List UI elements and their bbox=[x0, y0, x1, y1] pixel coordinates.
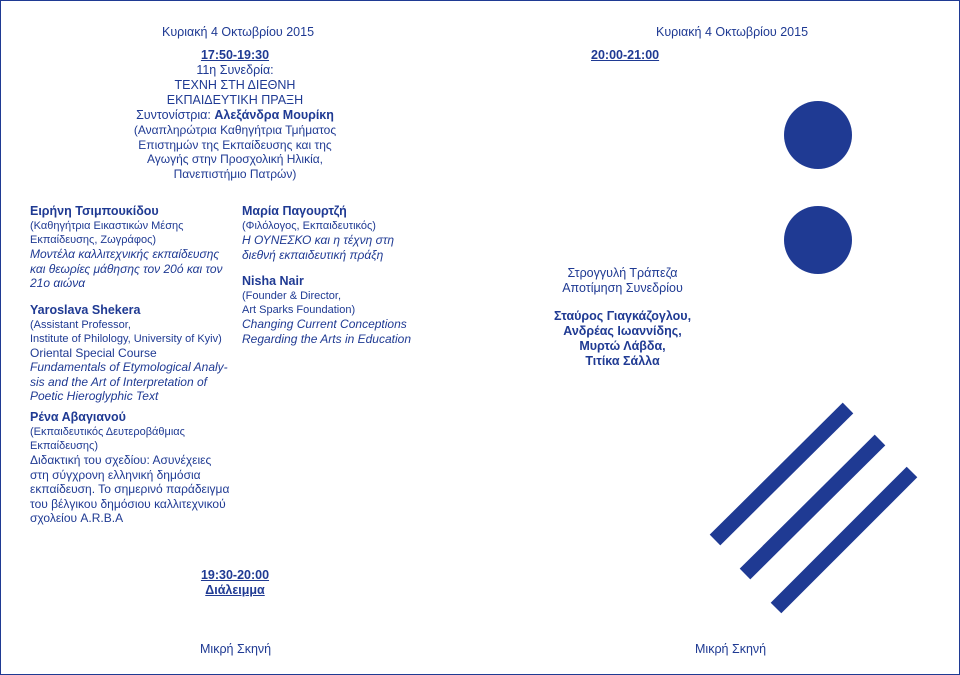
chair-role-line: Αγωγής στην Προσχολική Ηλικία, bbox=[146, 152, 324, 166]
talk-title: Regarding the Arts in Education bbox=[242, 331, 411, 346]
break-time: 19:30-20:00 bbox=[200, 568, 270, 582]
talk-title: και θεωρίες μάθησης τον 20ό και τον bbox=[30, 261, 223, 276]
talk-title: του βέλγικου δημόσιου καλλιτεχνικού bbox=[30, 496, 226, 511]
chair-prefix: Συντονίστρια: bbox=[136, 108, 215, 122]
speaker-role: (Φιλόλογος, Εκπαιδευτικός) bbox=[242, 220, 376, 232]
session-title-line1: ΤΕΧΝΗ ΣΤΗ ΔΙΕΘΝΗ bbox=[174, 78, 296, 92]
speaker-name: Ειρήνη Τσιμπουκίδου bbox=[30, 204, 159, 218]
talk-title: σχολείου A.R.B.A bbox=[30, 511, 124, 525]
speaker-role: Art Sparks Foundation) bbox=[242, 304, 356, 316]
right-time: 20:00-21:00 bbox=[591, 48, 660, 62]
chair-role-line: Πανεπιστήμιο Πατρών) bbox=[173, 166, 297, 181]
speaker-role: (Assistant Professor, bbox=[30, 318, 131, 331]
talk-title: Μοντέλα καλλιτεχνικής εκπαίδευσης bbox=[30, 247, 220, 261]
decor-stripe bbox=[745, 440, 880, 574]
decor-stripe bbox=[715, 408, 848, 540]
round-table-title: Αποτίμηση Συνεδρίου bbox=[562, 281, 683, 295]
talk-title: Fundamentals of Etymological Analy- bbox=[30, 360, 228, 374]
speaker-role: (Founder & Director, bbox=[242, 290, 342, 302]
session-title-line2: ΕΚΠΑΙΔΕΥΤΙΚΗ ΠΡΑΞΗ bbox=[166, 93, 304, 107]
round-table-name: Ανδρέας Ιωαννίδης, bbox=[563, 324, 682, 338]
speaker-name: Ρένα Αβαγιανού bbox=[30, 410, 126, 424]
talk-title: Διδακτική του σχεδίου: Ασυνέχειες bbox=[30, 453, 212, 467]
speaker-name: Μαρία Παγουρτζή bbox=[242, 204, 347, 218]
chair-name: Αλεξάνδρα Μουρίκη bbox=[214, 108, 334, 122]
talk-title: εκπαίδευση. Το σημερινό παράδειγμα bbox=[30, 482, 230, 496]
session-name: 11η Συνεδρία: bbox=[196, 63, 274, 77]
speaker-name: Nisha Nair bbox=[242, 274, 304, 288]
decor-stripe bbox=[776, 472, 912, 608]
date-right: Κυριακή 4 Οκτωβρίου 2015 bbox=[656, 25, 809, 39]
stage-right: Μικρή Σκηνή bbox=[695, 642, 767, 656]
speaker-role: Εκπαίδευσης, Ζωγράφος) bbox=[30, 234, 157, 246]
talk-title: Changing Current Conceptions bbox=[242, 317, 407, 331]
speaker-role: Εκπαίδευσης) bbox=[30, 440, 98, 452]
talk-title: διεθνή εκπαιδευτική πράξη bbox=[242, 247, 384, 262]
chair-role-line: Επιστημών της Εκπαίδευσης και της bbox=[138, 137, 332, 152]
round-table-name: Τιτίκα Σάλλα bbox=[585, 354, 660, 368]
stage-left: Μικρή Σκηνή bbox=[200, 642, 272, 656]
speaker-role: (Εκπαιδευτικός Δευτεροβάθμιας bbox=[30, 426, 185, 438]
talk-title: στη σύγχρονη ελληνική δημόσια bbox=[30, 467, 201, 482]
break-label: Διάλειμμα bbox=[205, 583, 265, 597]
talk-title: Η ΟΥΝΕΣΚΟ και η τέχνη στη bbox=[242, 233, 395, 247]
decor-circle-bottom bbox=[784, 206, 852, 274]
round-table-title: Στρογγυλή Τράπεζα bbox=[567, 266, 678, 280]
speaker-name: Yaroslava Shekera bbox=[30, 302, 141, 317]
talk-course: Oriental Special Course bbox=[30, 345, 157, 360]
round-table-name: Σταύρος Γιαγκάζογλου, bbox=[553, 309, 692, 323]
round-table-name: Μυρτώ Λάβδα, bbox=[579, 339, 666, 353]
date-left: Κυριακή 4 Οκτωβρίου 2015 bbox=[162, 25, 315, 39]
talk-title: Poetic Hieroglyphic Text bbox=[30, 389, 159, 403]
session-time: 17:50-19:30 bbox=[200, 48, 270, 62]
chair-role-line: (Αναπληρώτρια Καθηγήτρια Τμήματος bbox=[133, 123, 337, 137]
talk-title: 21ο αιώνα bbox=[30, 276, 86, 290]
talk-title: sis and the Art of Interpretation of bbox=[30, 374, 207, 389]
decor-circle-top bbox=[784, 101, 852, 169]
speaker-role: (Καθηγήτρια Εικαστικών Μέσης bbox=[30, 220, 184, 232]
speaker-role: Institute of Philology, University of Kyiv) bbox=[30, 332, 222, 345]
